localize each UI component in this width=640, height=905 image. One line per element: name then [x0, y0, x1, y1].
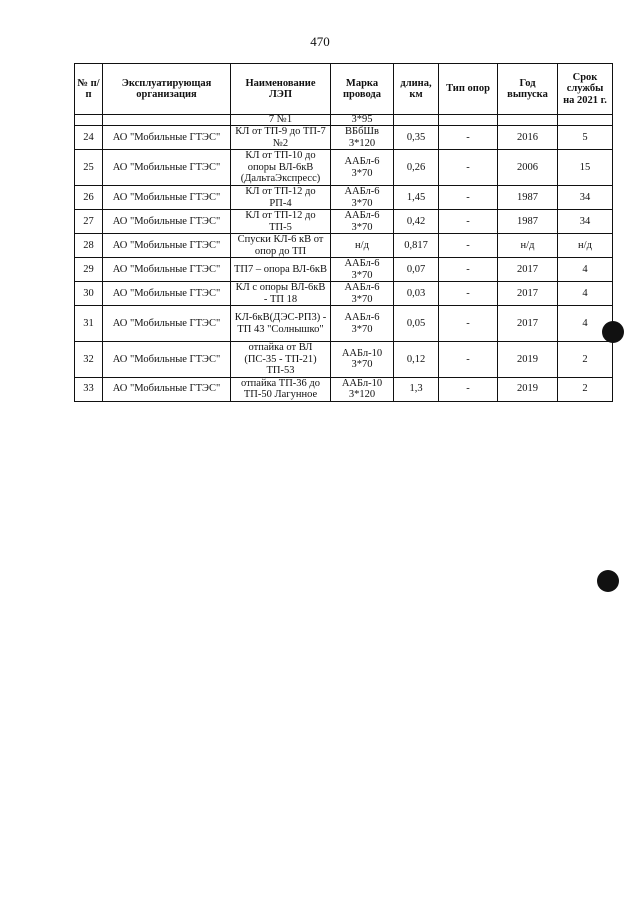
- cell-length: 0,35: [394, 126, 439, 150]
- cell-length: 0,817: [394, 234, 439, 258]
- cell: 7 №1: [231, 115, 331, 126]
- cell-support-type: -: [439, 150, 498, 186]
- cell-num: 33: [75, 377, 103, 401]
- table-row: [75, 234, 613, 258]
- cell: [75, 115, 103, 126]
- table-row: [75, 210, 613, 234]
- cell-line-name: КЛ от ТП-10 до опоры ВЛ-6кВ (ДальтаЭкспресс): [231, 150, 331, 186]
- header-service-life: Срок службы на 2021 г.: [558, 64, 613, 115]
- cell-org: АО "Мобильные ГТЭС": [103, 258, 231, 282]
- cell-line-name: КЛ от ТП-9 до ТП-7 №2: [231, 126, 331, 150]
- punch-hole-mark: [597, 570, 619, 592]
- table-row: [75, 377, 613, 401]
- cell-length: 1,3: [394, 377, 439, 401]
- cell-num: 28: [75, 234, 103, 258]
- cell-support-type: -: [439, 234, 498, 258]
- cell-service-life: н/д: [558, 234, 613, 258]
- cell-year: 2016: [498, 126, 558, 150]
- cell-support-type: -: [439, 126, 498, 150]
- cell-line-name: КЛ с опоры ВЛ-6кВ - ТП 18: [231, 282, 331, 306]
- cell: [498, 115, 558, 126]
- cell-service-life: 4: [558, 282, 613, 306]
- cell-line-name: КЛ-6кВ(ДЭС-РП3) - ТП 43 "Солнышко": [231, 306, 331, 342]
- cell-org: АО "Мобильные ГТЭС": [103, 342, 231, 378]
- cell-length: 0,03: [394, 282, 439, 306]
- cell-support-type: -: [439, 282, 498, 306]
- cell-service-life: 4: [558, 258, 613, 282]
- cell-org: АО "Мобильные ГТЭС": [103, 234, 231, 258]
- cell-wire: ААБл-10 3*120: [331, 377, 394, 401]
- cell-service-life: 15: [558, 150, 613, 186]
- cell-length: 0,07: [394, 258, 439, 282]
- cell-num: 31: [75, 306, 103, 342]
- cell-length: 1,45: [394, 186, 439, 210]
- cell-org: АО "Мобильные ГТЭС": [103, 126, 231, 150]
- cell-year: 2019: [498, 342, 558, 378]
- header-line-name: Наименование ЛЭП: [231, 64, 331, 115]
- cell-wire: ААБл-6 3*70: [331, 306, 394, 342]
- cell-support-type: -: [439, 210, 498, 234]
- cell: [558, 115, 613, 126]
- cell-year: 2017: [498, 258, 558, 282]
- cell-wire: н/д: [331, 234, 394, 258]
- cell-wire: ВБбШв 3*120: [331, 126, 394, 150]
- cell-org: АО "Мобильные ГТЭС": [103, 282, 231, 306]
- cell-year: 1987: [498, 210, 558, 234]
- cell-support-type: -: [439, 342, 498, 378]
- cell-org: АО "Мобильные ГТЭС": [103, 306, 231, 342]
- cell-service-life: 4: [558, 306, 613, 342]
- cell-org: АО "Мобильные ГТЭС": [103, 210, 231, 234]
- cell-year: 2006: [498, 150, 558, 186]
- table-row: [75, 126, 613, 150]
- cell-wire: ААБл-6 3*70: [331, 150, 394, 186]
- cell-wire: ААБл-10 3*70: [331, 342, 394, 378]
- cell-org: АО "Мобильные ГТЭС": [103, 150, 231, 186]
- cell-service-life: 2: [558, 377, 613, 401]
- cell-length: 0,26: [394, 150, 439, 186]
- cell-org: АО "Мобильные ГТЭС": [103, 186, 231, 210]
- header-support-type: Тип опор: [439, 64, 498, 115]
- table-row: [75, 306, 613, 342]
- table-row: [75, 258, 613, 282]
- table-row: [75, 150, 613, 186]
- table-row: [75, 342, 613, 378]
- table-row: [75, 186, 613, 210]
- cell-year: 2017: [498, 282, 558, 306]
- cell-num: 24: [75, 126, 103, 150]
- cell-support-type: -: [439, 258, 498, 282]
- cell-support-type: -: [439, 377, 498, 401]
- header-wire: Марка провода: [331, 64, 394, 115]
- cell-num: 26: [75, 186, 103, 210]
- cell-year: 1987: [498, 186, 558, 210]
- header-num: № п/п: [75, 64, 103, 115]
- cell-length: 0,42: [394, 210, 439, 234]
- header-length: длина, км: [394, 64, 439, 115]
- cell-length: 0,05: [394, 306, 439, 342]
- cell-num: 30: [75, 282, 103, 306]
- cell: [439, 115, 498, 126]
- cell-support-type: -: [439, 186, 498, 210]
- page-number: 470: [310, 34, 330, 49]
- cell-line-name: ТП7 – опора ВЛ-6кВ: [231, 258, 331, 282]
- cell-year: 2017: [498, 306, 558, 342]
- header-year: Год выпуска: [498, 64, 558, 115]
- cell: [394, 115, 439, 126]
- cell-wire: ААБл-6 3*70: [331, 210, 394, 234]
- cell-num: 29: [75, 258, 103, 282]
- cell-line-name: КЛ от ТП-12 до ТП-5: [231, 210, 331, 234]
- cell-line-name: КЛ от ТП-12 до РП-4: [231, 186, 331, 210]
- punch-hole-mark: [602, 321, 624, 343]
- cell-year: 2019: [498, 377, 558, 401]
- cell-length: 0,12: [394, 342, 439, 378]
- cell-wire: ААБл-6 3*70: [331, 258, 394, 282]
- cell-year: н/д: [498, 234, 558, 258]
- cell-line-name: Спуски КЛ-6 кВ от опор до ТП: [231, 234, 331, 258]
- table-header-row: [75, 64, 613, 115]
- header-org: Эксплуатирующая организация: [103, 64, 231, 115]
- cell-num: 25: [75, 150, 103, 186]
- cell-service-life: 34: [558, 210, 613, 234]
- cell-line-name: отпайка ТП-36 до ТП-50 Лагунное: [231, 377, 331, 401]
- cell-line-name: отпайка от ВЛ (ПС-35 - ТП-21) ТП-53: [231, 342, 331, 378]
- power-lines-table: [74, 63, 613, 402]
- cell: [103, 115, 231, 126]
- cell-service-life: 2: [558, 342, 613, 378]
- cell-service-life: 5: [558, 126, 613, 150]
- cell-org: АО "Мобильные ГТЭС": [103, 377, 231, 401]
- cell: 3*95: [331, 115, 394, 126]
- cell-wire: ААБл-6 3*70: [331, 186, 394, 210]
- table-row: [75, 282, 613, 306]
- cell-num: 32: [75, 342, 103, 378]
- cell-support-type: -: [439, 306, 498, 342]
- cell-num: 27: [75, 210, 103, 234]
- continuation-row: [75, 115, 613, 126]
- cell-wire: ААБл-6 3*70: [331, 282, 394, 306]
- cell-service-life: 34: [558, 186, 613, 210]
